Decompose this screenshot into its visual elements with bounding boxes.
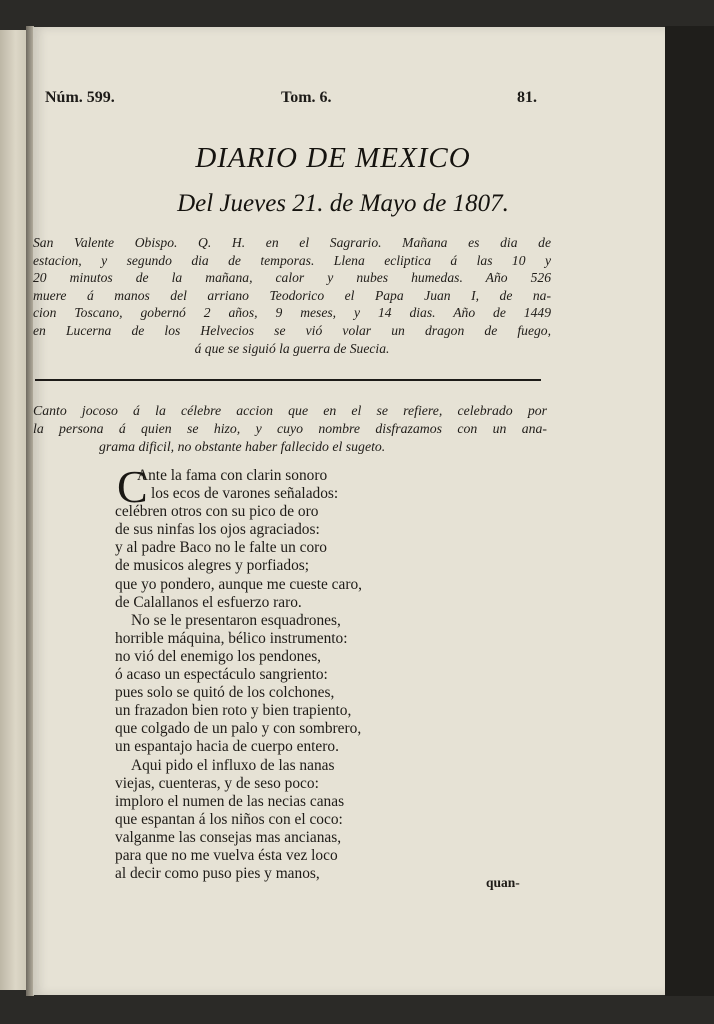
dateline: Del Jueves 21. de Mayo de 1807.	[177, 190, 509, 217]
volume-number: Tom. 6.	[281, 89, 332, 106]
almanac-line: en Lucerna de los Helvecios se vió volar un dragon de fuego,	[33, 322, 551, 338]
poem-line: Aqui pido el influxo de las nanas	[131, 756, 335, 774]
poem-line: imploro el numen de las necias canas	[115, 792, 345, 810]
catchword: quan-	[486, 875, 520, 890]
poem-line: horrible máquina, bélico instrumento:	[115, 629, 348, 647]
almanac-line: muere á manos del arriano Teodorico el Papa Juan I, de na-	[33, 287, 551, 303]
poem-line: No se le presentaron esquadrones,	[131, 611, 341, 629]
running-header	[33, 89, 665, 113]
poem-line: valganme las consejas mas ancianas,	[115, 828, 342, 846]
page-number: 81.	[517, 89, 537, 106]
poem-line: de Calallanos el esfuerzo raro.	[115, 593, 302, 611]
poem-line: y al padre Baco no le falte un coro	[115, 539, 327, 557]
facing-page-edge	[0, 30, 27, 990]
issue-number: Núm. 599.	[45, 89, 115, 106]
poem-line: un frazadon bien roto y bien trapiento,	[115, 702, 352, 720]
intro-line: la persona á quien se hizo, y cuyo nombre disfrazamos con un ana-	[33, 420, 547, 436]
poem-line: que colgado de un palo y con sombrero,	[115, 720, 362, 738]
poem-line: al decir como puso pies y manos,	[115, 865, 320, 883]
drop-capital: C	[117, 461, 148, 512]
almanac-paragraph	[33, 234, 551, 357]
background-shadow	[665, 26, 714, 996]
newspaper-page	[33, 27, 665, 995]
poem-line: un espantajo hacia de cuerpo entero.	[115, 738, 339, 756]
poem-introduction	[33, 402, 547, 455]
poem-line: Ante la fama con clarin sonoro	[137, 467, 328, 484]
poem-line: de musicos alegres y porfiados;	[115, 557, 310, 575]
almanac-line: á que se siguió la guerra de Suecia.	[194, 340, 390, 356]
section-rule	[35, 379, 541, 381]
poem-line: ó acaso un espectáculo sangriento:	[115, 666, 328, 684]
poem-line: no vió del enemigo los pendones,	[115, 647, 322, 665]
masthead-title: DIARIO DE MEXICO	[195, 142, 471, 174]
poem-line: celébren otros con su pico de oro	[115, 503, 319, 521]
intro-line: Canto jocoso á la célebre accion que en el se refiere, celebrado por	[33, 403, 547, 418]
almanac-line: estacion, y segundo dia de temporas. Llena ecliptica á las 10 y	[33, 252, 551, 268]
almanac-line: cion Toscano, gobernó 2 años, 9 meses, y 14 dias. Año de 1449	[33, 305, 551, 321]
poem-line: que yo pondero, aunque me cueste caro,	[115, 575, 363, 593]
poem-line: de sus ninfas los ojos agraciados:	[115, 521, 320, 539]
poem-line: viejas, cuenteras, y de seso poco:	[115, 774, 319, 792]
poem-line: que espantan á los niños con el coco:	[115, 810, 343, 828]
poem-line: pues solo se quitó de los colchones,	[115, 684, 335, 702]
almanac-line: San Valente Obispo. Q. H. en el Sagrario. Mañana es dia de	[33, 235, 551, 250]
intro-line: grama dificil, no obstante haber fallecido el sugeto.	[99, 438, 386, 454]
poem-line: para que no me vuelva ésta vez loco	[115, 846, 338, 864]
poem-line: los ecos de varones señalados:	[151, 485, 339, 503]
poem-body	[115, 461, 515, 883]
almanac-line: 20 minutos de la mañana, calor y nubes humedas. Año 526	[33, 270, 551, 286]
